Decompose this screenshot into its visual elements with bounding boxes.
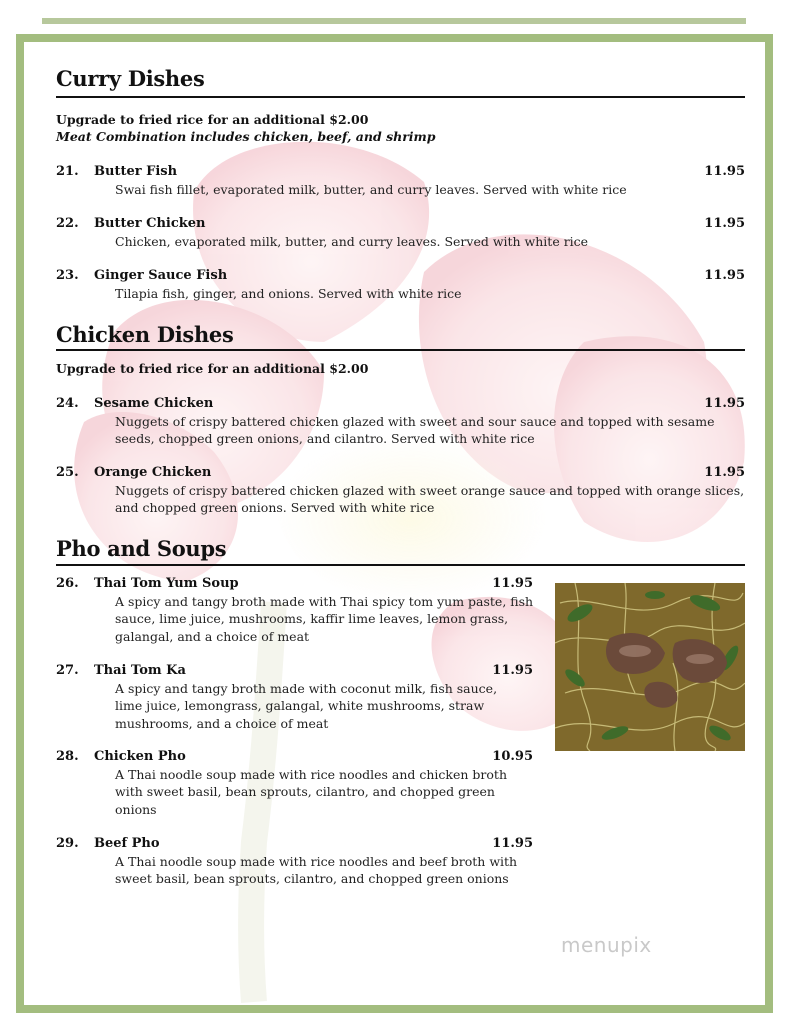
- item-number: 25.: [56, 465, 79, 480]
- menu-item: [56, 164, 745, 204]
- item-price: 11.95: [704, 216, 745, 231]
- item-number: 24.: [56, 396, 79, 411]
- menu-item: [56, 749, 536, 821]
- section-title-curry-dishes: Curry Dishes: [56, 66, 205, 91]
- item-price: 11.95: [704, 465, 745, 480]
- menupix-watermark: menupix: [561, 933, 652, 957]
- section-divider: [56, 349, 745, 351]
- item-description: Nuggets of crispy battered chicken glazed with sweet orange sauce and topped with orange slices, and chopped green onions. Served with white rice: [115, 483, 745, 516]
- item-name: Beef Pho: [94, 836, 160, 851]
- item-name: Chicken Pho: [94, 749, 186, 764]
- menu-item: [56, 663, 536, 735]
- item-description: Chicken, evaporated milk, butter, and curry leaves. Served with white rice: [115, 234, 589, 249]
- item-price: 11.95: [492, 663, 533, 678]
- menu-page-frame: [16, 34, 773, 1013]
- item-price: 11.95: [704, 164, 745, 179]
- item-price: 11.95: [492, 836, 533, 851]
- menu-item: [56, 465, 745, 521]
- item-description: A spicy and tangy broth made with coconut milk, fish sauce, lime juice, lemongrass, galangal, white mushrooms, straw mushrooms, and a choice of meat: [115, 681, 498, 731]
- item-name: Orange Chicken: [94, 465, 212, 480]
- menu-item: [56, 576, 536, 648]
- item-description: A Thai noodle soup made with rice noodles and beef broth with sweet basil, bean sprouts, cilantro, and chopped green onions: [115, 854, 518, 887]
- item-name: Butter Fish: [94, 164, 178, 179]
- item-name: Thai Tom Ka: [94, 663, 186, 678]
- item-price: 11.95: [704, 396, 745, 411]
- section-divider: [56, 96, 745, 98]
- menu-item: [56, 268, 745, 308]
- item-description: A Thai noodle soup made with rice noodles and chicken broth with sweet basil, bean sprouts, cilantro, and chopped green onions: [115, 767, 508, 817]
- item-name: Thai Tom Yum Soup: [94, 576, 239, 591]
- item-name: Ginger Sauce Fish: [94, 268, 228, 283]
- item-price: 10.95: [492, 749, 533, 764]
- section-note: Meat Combination includes chicken, beef, and shrimp: [56, 129, 436, 144]
- item-number: 29.: [56, 836, 79, 851]
- item-price: 11.95: [492, 576, 533, 591]
- item-number: 21.: [56, 164, 79, 179]
- item-description: A spicy and tangy broth made with Thai spicy tom yum paste, fish sauce, lime juice, mushrooms, kaffir lime leaves, lemon grass, galangal, and a choice of meat: [115, 594, 534, 644]
- menu-item: [56, 216, 745, 256]
- menu-item: [56, 396, 745, 452]
- item-name: Butter Chicken: [94, 216, 206, 231]
- item-number: 22.: [56, 216, 79, 231]
- pho-soup-photo: [555, 583, 745, 751]
- section-note: Upgrade to fried rice for an additional $2.00: [56, 112, 369, 127]
- item-description: Swai fish fillet, evaporated milk, butter, and curry leaves. Served with white rice: [115, 182, 627, 197]
- item-number: 26.: [56, 576, 79, 591]
- top-decorative-rule: [42, 18, 746, 24]
- menu-item: [56, 836, 536, 892]
- section-title-chicken-dishes: Chicken Dishes: [56, 322, 234, 347]
- item-description: Tilapia fish, ginger, and onions. Served with white rice: [115, 286, 462, 301]
- menu-content: [24, 42, 765, 1005]
- section-divider: [56, 564, 745, 566]
- item-number: 27.: [56, 663, 79, 678]
- section-note: Upgrade to fried rice for an additional $2.00: [56, 361, 369, 376]
- item-name: Sesame Chicken: [94, 396, 214, 411]
- item-description: Nuggets of crispy battered chicken glazed with sweet and sour sauce and topped with sesame seeds, chopped green onions, and cilantro. Served with white rice: [115, 414, 715, 447]
- item-number: 28.: [56, 749, 79, 764]
- section-title-pho-and-soups: Pho and Soups: [56, 536, 227, 561]
- item-number: 23.: [56, 268, 79, 283]
- item-price: 11.95: [704, 268, 745, 283]
